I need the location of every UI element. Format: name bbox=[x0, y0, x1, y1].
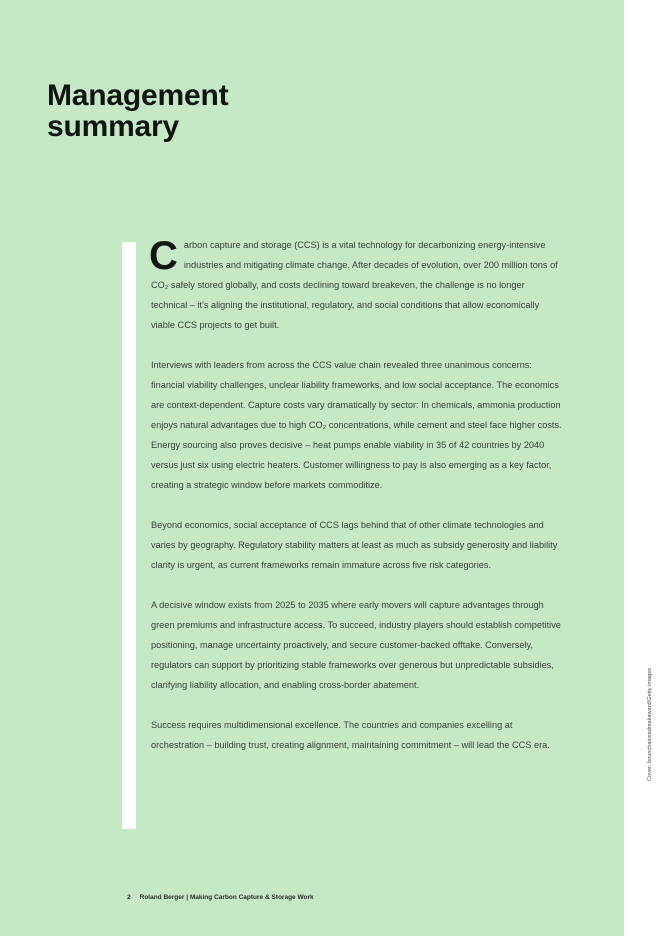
summary-body bbox=[151, 235, 563, 775]
page-number: 2 bbox=[127, 894, 131, 901]
title-line-2: summary bbox=[47, 110, 180, 143]
paragraph-1-text: arbon capture and storage (CCS) is a vital technology for decarbonizing energy-intensive industries and mitigating climate change. After decades of evolution, over 200 million tons of CO₂ safely stored globally, and costs declining toward breakeven, the challenge is no longer technical – it's aligning the institutional, regulatory, and social conditions that allow economically viable CCS projects to get built. bbox=[151, 240, 558, 330]
title-line-1: Management bbox=[47, 79, 229, 112]
accent-bar bbox=[122, 242, 136, 829]
image-credit: Cover: bounchaiveadmakaward/Getty images bbox=[647, 667, 653, 781]
page-title bbox=[47, 80, 228, 142]
paragraph-5: Success requires multidimensional excellence. The countries and companies excelling at orchestration – building trust, creating alignment, maintaining commitment – will lead the CCS era. bbox=[151, 720, 550, 750]
footer-text: Roland Berger | Making Carbon Capture & Storage Work bbox=[139, 894, 314, 901]
paragraph-4: A decisive window exists from 2025 to 2035 where early movers will capture advantages through green premiums and infrastructure access. To succeed, industry players should establish competitive positioning, manage uncertainty proactively, and secure customer-backed offtake. Conversely, regulators can support by prioritizing stable frameworks over generous but unpredictable subsidies, clarifying liability allocation, and enabling cross-border abatement. bbox=[151, 600, 561, 690]
paragraph-2: Interviews with leaders from across the CCS value chain revealed three unanimous concerns: financial viability challenges, unclear liability frameworks, and low social acceptance. The economics are context-dependent. Capture costs vary dramatically by sector: In chemicals, ammonia production enjoys natural advantages due to high CO₂ concentrations, while cement and steel face higher costs. Energy sourcing also proves decisive – heat pumps enable viability in 35 of 42 countries by 2040 versus just six using electric heaters. Customer willingness to pay is also emerging as a key factor, creating a strategic window before markets commoditize. bbox=[151, 360, 562, 490]
drop-cap: C bbox=[149, 234, 178, 278]
paragraph-1 bbox=[151, 235, 563, 335]
paragraph-3: Beyond economics, social acceptance of CCS lags behind that of other climate technologies and varies by geography. Regulatory stability matters at least as much as subsidy generosity and liability clarity is urgent, as current frameworks remain immature across five risk categories. bbox=[151, 520, 558, 570]
page-footer bbox=[127, 894, 314, 901]
